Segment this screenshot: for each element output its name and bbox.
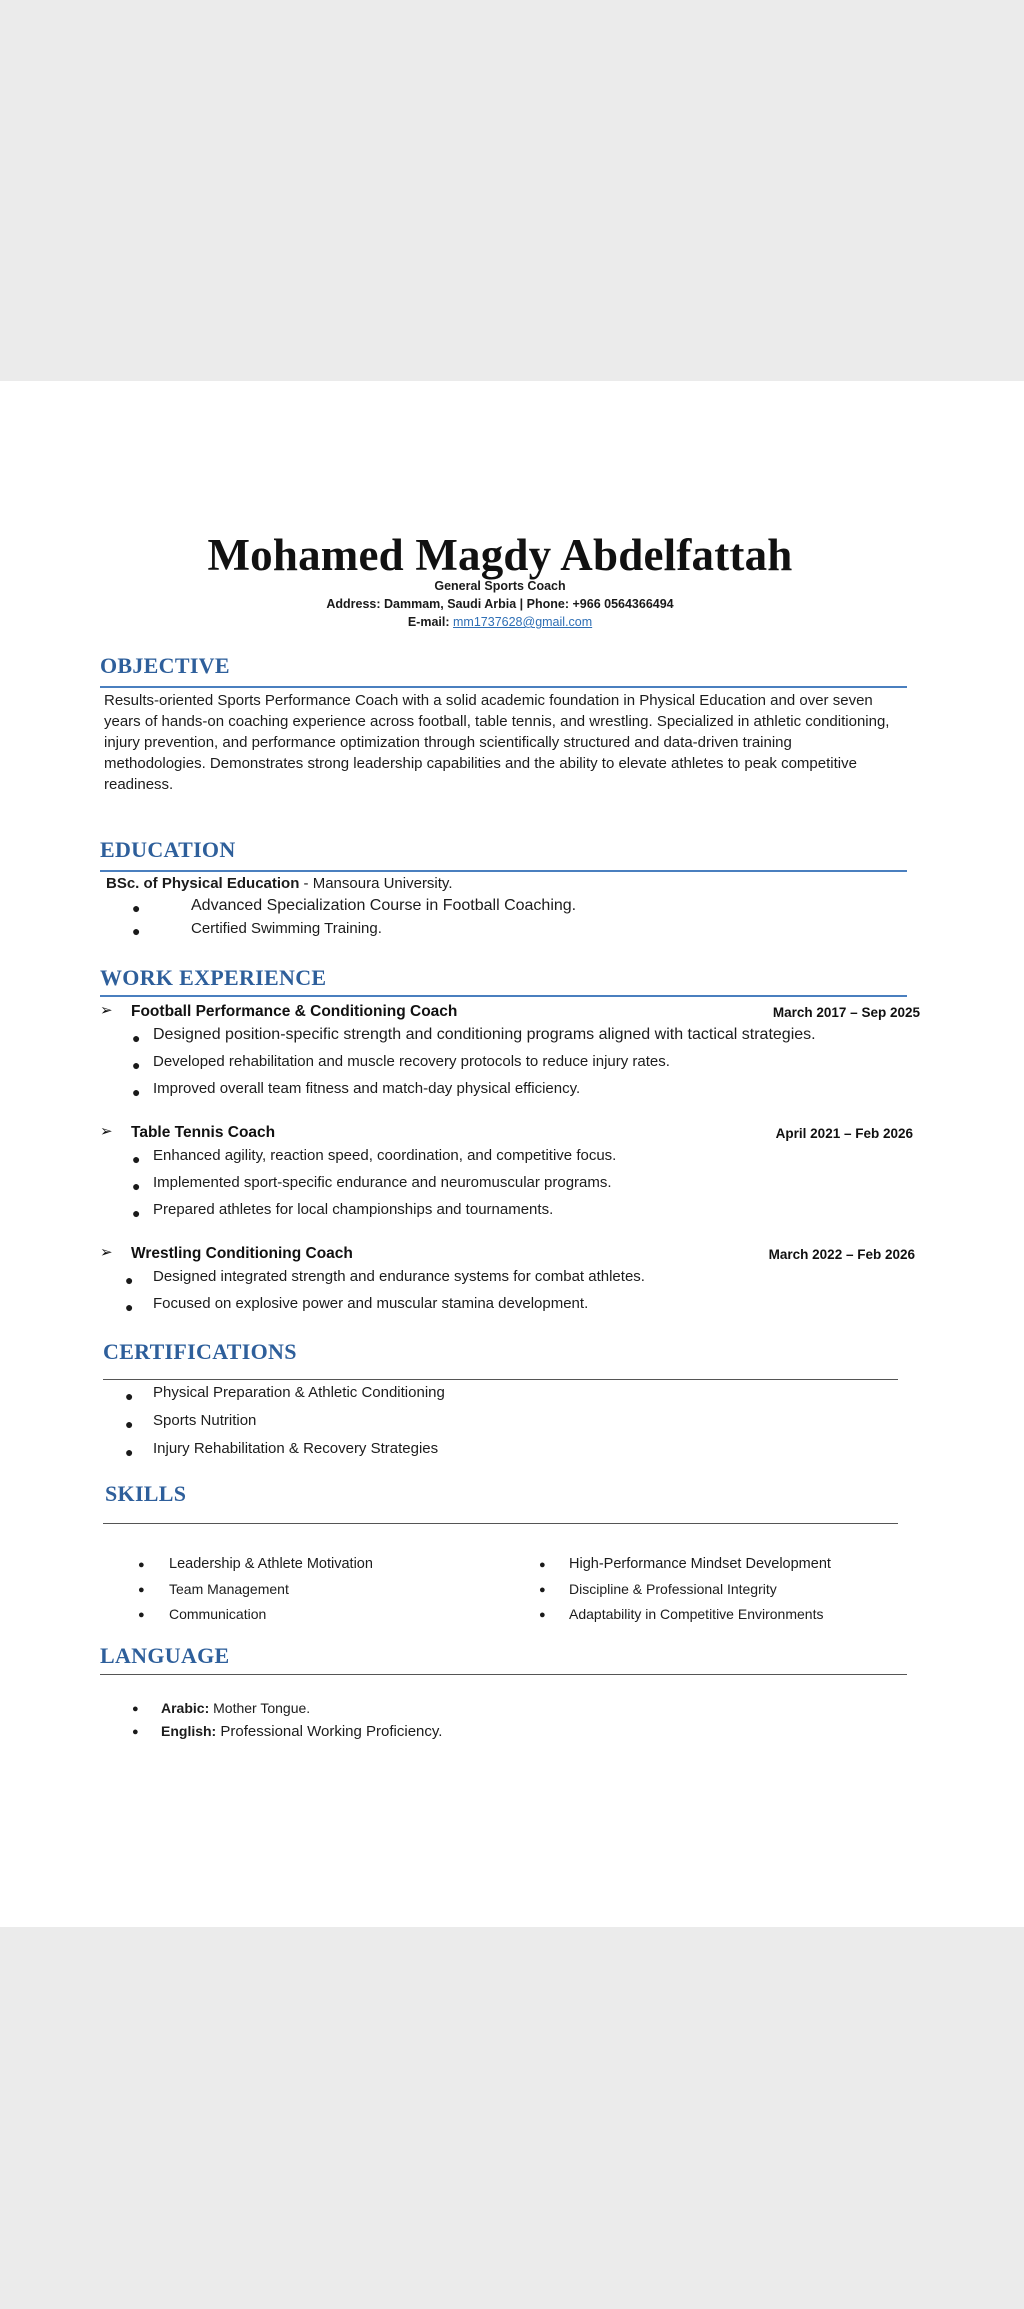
language-level: Professional Working Proficiency.	[216, 1723, 443, 1740]
objective-line: years of hands-on coaching experience across football, table tennis, and wrestling. Specialized in athletic conditioning,	[104, 713, 890, 730]
bullet-icon: ●	[138, 1584, 145, 1596]
candidate-name: Mohamed Magdy Abdelfattah	[207, 530, 793, 580]
bullet-icon: ●	[132, 1205, 141, 1221]
bullet-icon: ●	[125, 1299, 134, 1315]
objective-line: Results-oriented Sports Performance Coach with a solid academic foundation in Physical Education and over seven	[104, 692, 873, 709]
email-link[interactable]: mm1737628@gmail.com	[453, 615, 593, 629]
skill-item: Adaptability in Competitive Environments	[569, 1606, 824, 1622]
bullet-icon: ●	[132, 1178, 141, 1194]
job-dates: April 2021 – Feb 2026	[775, 1126, 913, 1141]
bullet-icon: ●	[132, 1084, 141, 1100]
job-title: Wrestling Conditioning Coach	[131, 1245, 353, 1262]
bullet-icon: ●	[132, 1703, 139, 1715]
job-title: Football Performance & Conditioning Coach	[131, 1003, 458, 1020]
bullet-icon: ●	[138, 1559, 145, 1571]
bullet-icon: ●	[132, 923, 141, 939]
skill-item: Team Management	[169, 1581, 289, 1597]
bullet-icon: ●	[138, 1609, 145, 1621]
bullet-icon: ●	[125, 1272, 134, 1288]
job-subtitle: General Sports Coach	[434, 579, 566, 593]
certifications-heading: CERTIFICATIONS	[103, 1339, 297, 1364]
education-heading: EDUCATION	[100, 837, 236, 862]
certification-item: Physical Preparation & Athletic Conditioning	[153, 1384, 445, 1401]
skills-heading: SKILLS	[105, 1481, 187, 1506]
skill-item: Discipline & Professional Integrity	[569, 1581, 777, 1597]
education-item: Advanced Specialization Course in Football Coaching.	[191, 897, 577, 914]
objective-line: readiness.	[104, 776, 174, 793]
education-rule	[100, 870, 907, 872]
bullet-icon: ●	[132, 1057, 141, 1073]
certification-item: Injury Rehabilitation & Recovery Strategies	[153, 1440, 439, 1457]
bullet-icon: ●	[539, 1609, 546, 1621]
experience-rule	[100, 995, 907, 997]
email-line	[0, 615, 1000, 629]
arrow-icon: ➢	[100, 1002, 113, 1019]
job-bullet: Designed integrated strength and endurance systems for combat athletes.	[153, 1268, 645, 1285]
certification-item: Sports Nutrition	[153, 1412, 257, 1429]
job-bullet: Improved overall team fitness and match-day physical efficiency.	[153, 1080, 581, 1097]
job-bullet: Focused on explosive power and muscular stamina development.	[153, 1295, 589, 1312]
language-item	[161, 1700, 310, 1716]
experience-heading: WORK EXPERIENCE	[100, 965, 327, 990]
objective-text	[104, 690, 934, 795]
job-bullet: Implemented sport-specific endurance and neuromuscular programs.	[153, 1174, 612, 1191]
education-item: Certified Swimming Training.	[191, 920, 382, 937]
skills-rule	[103, 1523, 898, 1524]
job-bullet: Prepared athletes for local championships and tournaments.	[153, 1201, 554, 1218]
skill-item: High-Performance Mindset Development	[569, 1556, 831, 1572]
skill-item: Leadership & Athlete Motivation	[169, 1556, 373, 1572]
arrow-icon: ➢	[100, 1244, 113, 1261]
bullet-icon: ●	[132, 1030, 141, 1046]
language-heading: LANGUAGE	[100, 1643, 230, 1668]
job-dates: March 2022 – Feb 2026	[768, 1247, 915, 1262]
bullet-icon: ●	[132, 900, 141, 916]
education-degree	[106, 875, 453, 892]
job-bullet: Designed position-specific strength and conditioning programs aligned with tactical strategies.	[153, 1026, 816, 1043]
objective-line: injury prevention, and performance optimization through scientifically structured and data-driven training	[104, 734, 792, 751]
bullet-icon: ●	[539, 1559, 546, 1571]
email-label: E-mail:	[407, 615, 450, 629]
contact-info: Address: Dammam, Saudi Arbia | Phone: +966 0564366494	[326, 597, 674, 611]
bullet-icon: ●	[132, 1726, 139, 1738]
skill-item: Communication	[169, 1606, 267, 1622]
language-name: English:	[161, 1723, 217, 1739]
institution: - Mansoura University.	[299, 875, 453, 892]
degree-name: BSc. of Physical Education	[106, 875, 300, 892]
objective-line: methodologies. Demonstrates strong leadership capabilities and the ability to elevate athletes to peak competitive	[104, 755, 857, 772]
language-level: Mother Tongue.	[209, 1700, 311, 1716]
job-bullet: Developed rehabilitation and muscle recovery protocols to reduce injury rates.	[153, 1053, 670, 1070]
language-rule	[100, 1674, 907, 1675]
bullet-icon: ●	[125, 1416, 134, 1432]
objective-heading: OBJECTIVE	[100, 653, 230, 678]
objective-rule	[100, 686, 907, 688]
job-bullet: Enhanced agility, reaction speed, coordination, and competitive focus.	[153, 1147, 617, 1164]
job-dates: March 2017 – Sep 2025	[772, 1005, 920, 1020]
bullet-icon: ●	[132, 1151, 141, 1167]
bullet-icon: ●	[125, 1388, 134, 1404]
certifications-rule	[103, 1379, 898, 1380]
resume-page	[0, 381, 1024, 1927]
arrow-icon: ➢	[100, 1123, 113, 1140]
job-title: Table Tennis Coach	[131, 1124, 276, 1141]
bullet-icon: ●	[539, 1584, 546, 1596]
language-item	[161, 1723, 442, 1740]
language-name: Arabic:	[161, 1700, 210, 1716]
bullet-icon: ●	[125, 1444, 134, 1460]
